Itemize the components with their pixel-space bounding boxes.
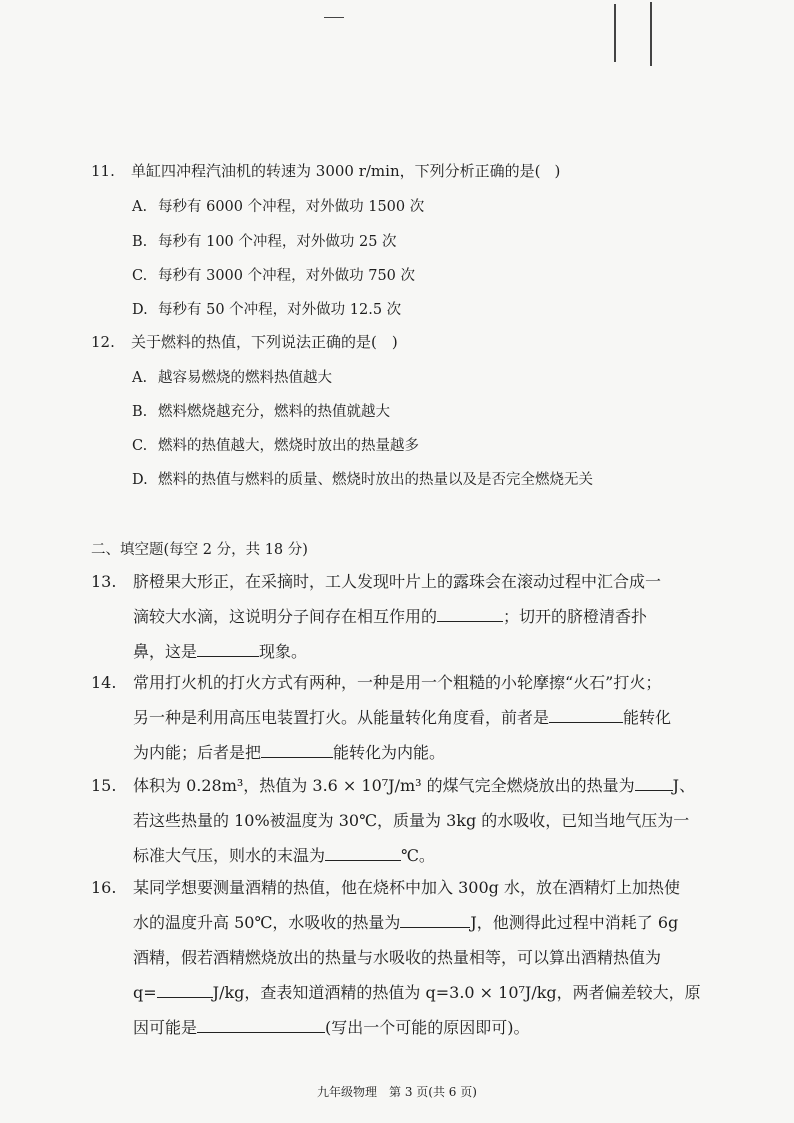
option-12-d: D. 燃料的热值与燃料的质量、燃烧时放出的热量以及是否完全燃烧无关 — [132, 472, 593, 488]
section-title: 二、填空题(每空 2 分，共 18 分) — [91, 542, 308, 558]
question-number: 11. — [91, 162, 115, 180]
scan-mark-right-1 — [614, 4, 616, 62]
option-12-c: C. 燃料的热值越大，燃烧时放出的热量越多 — [132, 438, 419, 454]
answer-blank[interactable] — [261, 741, 333, 758]
page-footer: 九年级物理 第 3 页(共 6 页) — [317, 1085, 477, 1099]
paren-close: ) — [554, 162, 561, 180]
question-11 — [91, 160, 560, 181]
option-11-b: B. 每秒有 100 个冲程，对外做功 25 次 — [132, 234, 397, 250]
option-11-d: D. 每秒有 50 个冲程，对外做功 12.5 次 — [132, 302, 402, 318]
question-text: 关于燃料的热值，下列说法正确的是( ) — [131, 333, 398, 351]
question-text: 单缸四冲程汽油机的转速为 3000 r/min，下列分析正确的是( — [131, 162, 541, 180]
question-14: 14. 常用打火机的打火方式有两种，一种是用一个粗糙的小轮摩擦“火石”打火； 另一种是利用高压电装置打火。从能量转化角度看，前者是 能转化 为内能；后者是把 能转化为内能。 — [91, 665, 711, 770]
question-number: 15. — [91, 776, 117, 795]
scan-mark-top — [324, 17, 344, 18]
scan-mark-right-2 — [650, 2, 652, 66]
answer-blank[interactable] — [400, 911, 470, 928]
answer-blank[interactable] — [197, 640, 259, 657]
question-13: 13. 脐橙果大形正，在采摘时，工人发现叶片上的露珠会在滚动过程中汇合成一 滴较大水滴，这说明分子间存在相互作用的 ；切开的脐橙清香扑 鼻，这是 现象。 — [91, 564, 711, 669]
question-number: 13. — [91, 572, 117, 591]
answer-blank[interactable] — [157, 981, 213, 998]
option-11-a: A. 每秒有 6000 个冲程，对外做功 1500 次 — [132, 199, 425, 215]
question-number: 12. — [91, 333, 115, 351]
answer-blank[interactable] — [325, 844, 401, 861]
answer-blank[interactable] — [197, 1016, 325, 1033]
question-15: 15. 体积为 0.28m³，热值为 3.6 × 10⁷J/m³ 的煤气完全燃烧放出的热量为 J、 若这些热量的 10%被温度为 30℃，质量为 3kg 的水吸收，已知当地气压为一 标准大气压，则水的末温为 ℃。 — [91, 768, 711, 873]
option-12-a: A. 越容易燃烧的燃料热值越大 — [132, 370, 332, 386]
option-12-b: B. 燃料燃烧越充分，燃料的热值就越大 — [132, 404, 390, 420]
answer-blank[interactable] — [635, 774, 673, 791]
question-number: 16. — [91, 878, 117, 897]
answer-blank[interactable] — [549, 706, 623, 723]
question-12 — [91, 331, 398, 352]
question-number: 14. — [91, 673, 117, 692]
answer-blank[interactable] — [437, 605, 503, 622]
question-16: 16. 某同学想要测量酒精的热值，他在烧杯中加入 300g 水，放在酒精灯上加热使 水的温度升高 50℃，水吸收的热量为 J，他测得此过程中消耗了 6g 酒精，假若酒精燃烧放出的热量与水吸收的热量相等，可以算出酒精热值为 q= J/kg，查表知道酒精的热值为 q=3.0 × 10⁷J/kg，两者偏差较大，原 因可能是 (写出一个可能的原因即可)。 — [91, 870, 711, 1045]
option-11-c: C. 每秒有 3000 个冲程，对外做功 750 次 — [132, 268, 416, 284]
